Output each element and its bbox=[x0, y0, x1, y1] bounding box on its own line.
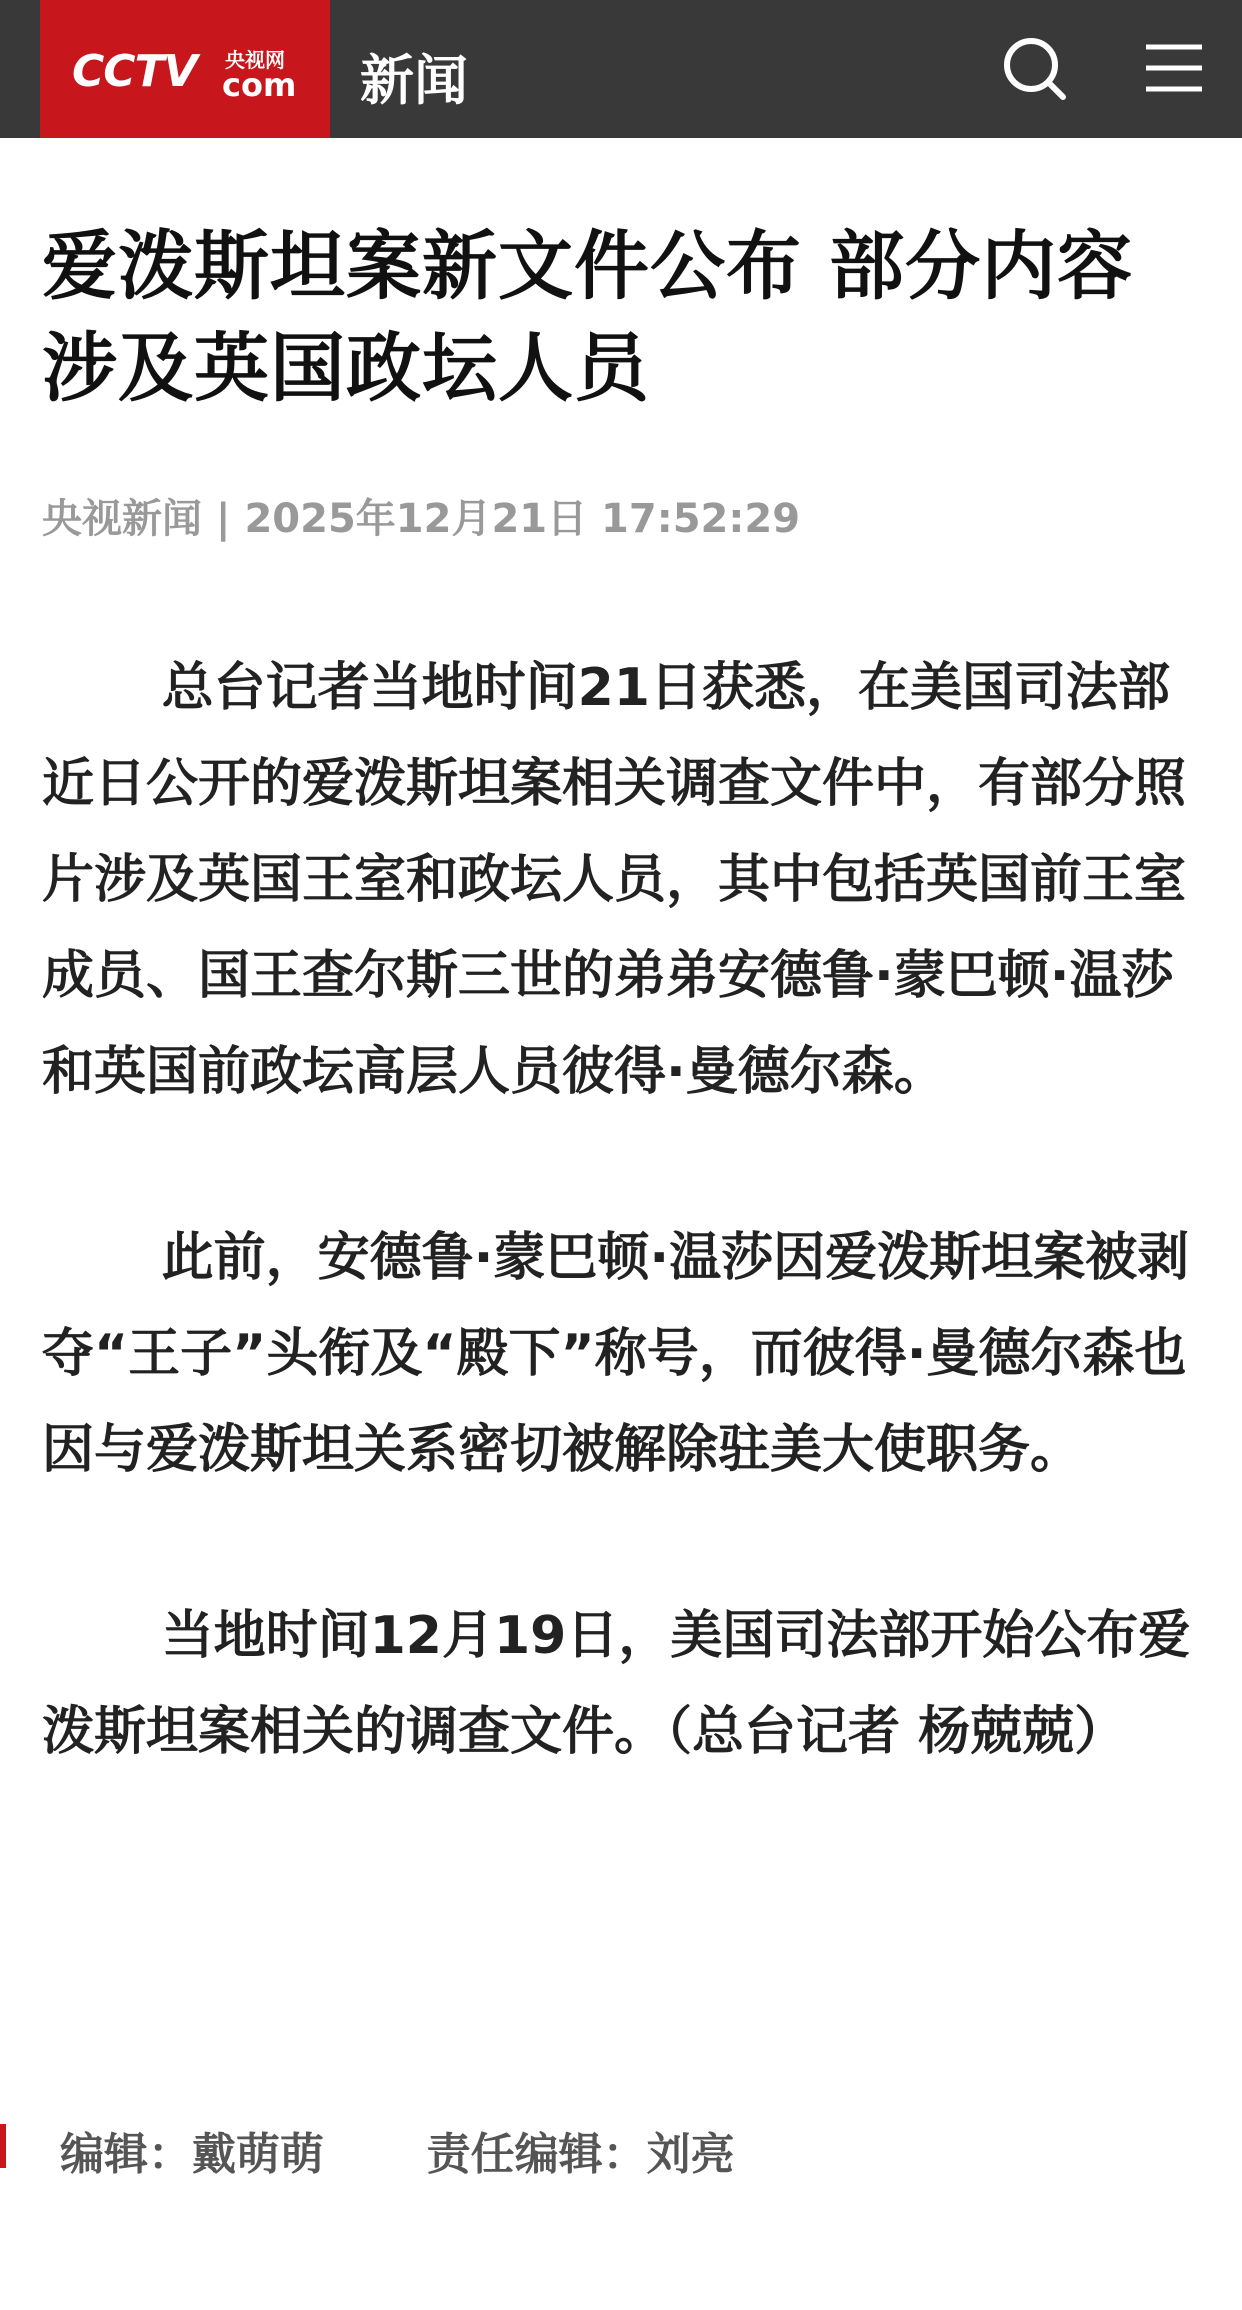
logo-text: CCTV bbox=[72, 46, 197, 97]
chief-editor-label: 责任编辑：刘亮 bbox=[426, 2129, 735, 2180]
logo-subtext: 央视网 bbox=[225, 48, 285, 72]
article-meta: 央视新闻 | 2025年12月21日 17:52:29 bbox=[42, 496, 801, 542]
channel-title: 新闻 bbox=[360, 49, 468, 112]
logo-domain: com bbox=[222, 66, 297, 104]
editor-label: 编辑：戴萌萌 bbox=[60, 2129, 324, 2180]
top-navigation-bar bbox=[0, 0, 1242, 138]
cctv-logo[interactable] bbox=[40, 0, 330, 138]
article-body bbox=[42, 640, 1202, 1780]
search-button[interactable] bbox=[1000, 34, 1070, 104]
menu-button[interactable] bbox=[1146, 42, 1202, 94]
search-icon bbox=[1000, 34, 1070, 104]
editor-credits bbox=[60, 2118, 735, 2182]
article-paragraph: 此前，安德鲁·蒙巴顿·温莎因爱泼斯坦案被剥夺“王子”头衔及“殿下”称号，而彼得·曼德尔森也因与爱泼斯坦关系密切被解除驻美大使职务。 bbox=[42, 1228, 1190, 1480]
menu-icon bbox=[1146, 42, 1202, 94]
editor-accent-bar bbox=[0, 2124, 6, 2168]
article-headline: 爱泼斯坦案新文件公布 部分内容涉及英国政坛人员 bbox=[42, 222, 1134, 412]
article-paragraph: 总台记者当地时间21日获悉，在美国司法部近日公开的爱泼斯坦案相关调查文件中，有部分照片涉及英国王室和政坛人员，其中包括英国前王室成员、国王查尔斯三世的弟弟安德鲁·蒙巴顿·温莎和英国前政坛高层人员彼得·曼德尔森。 bbox=[42, 658, 1187, 1102]
article-paragraph: 当地时间12月19日，美国司法部开始公布爱泼斯坦案相关的调查文件。（总台记者 杨兢兢） bbox=[42, 1606, 1191, 1762]
